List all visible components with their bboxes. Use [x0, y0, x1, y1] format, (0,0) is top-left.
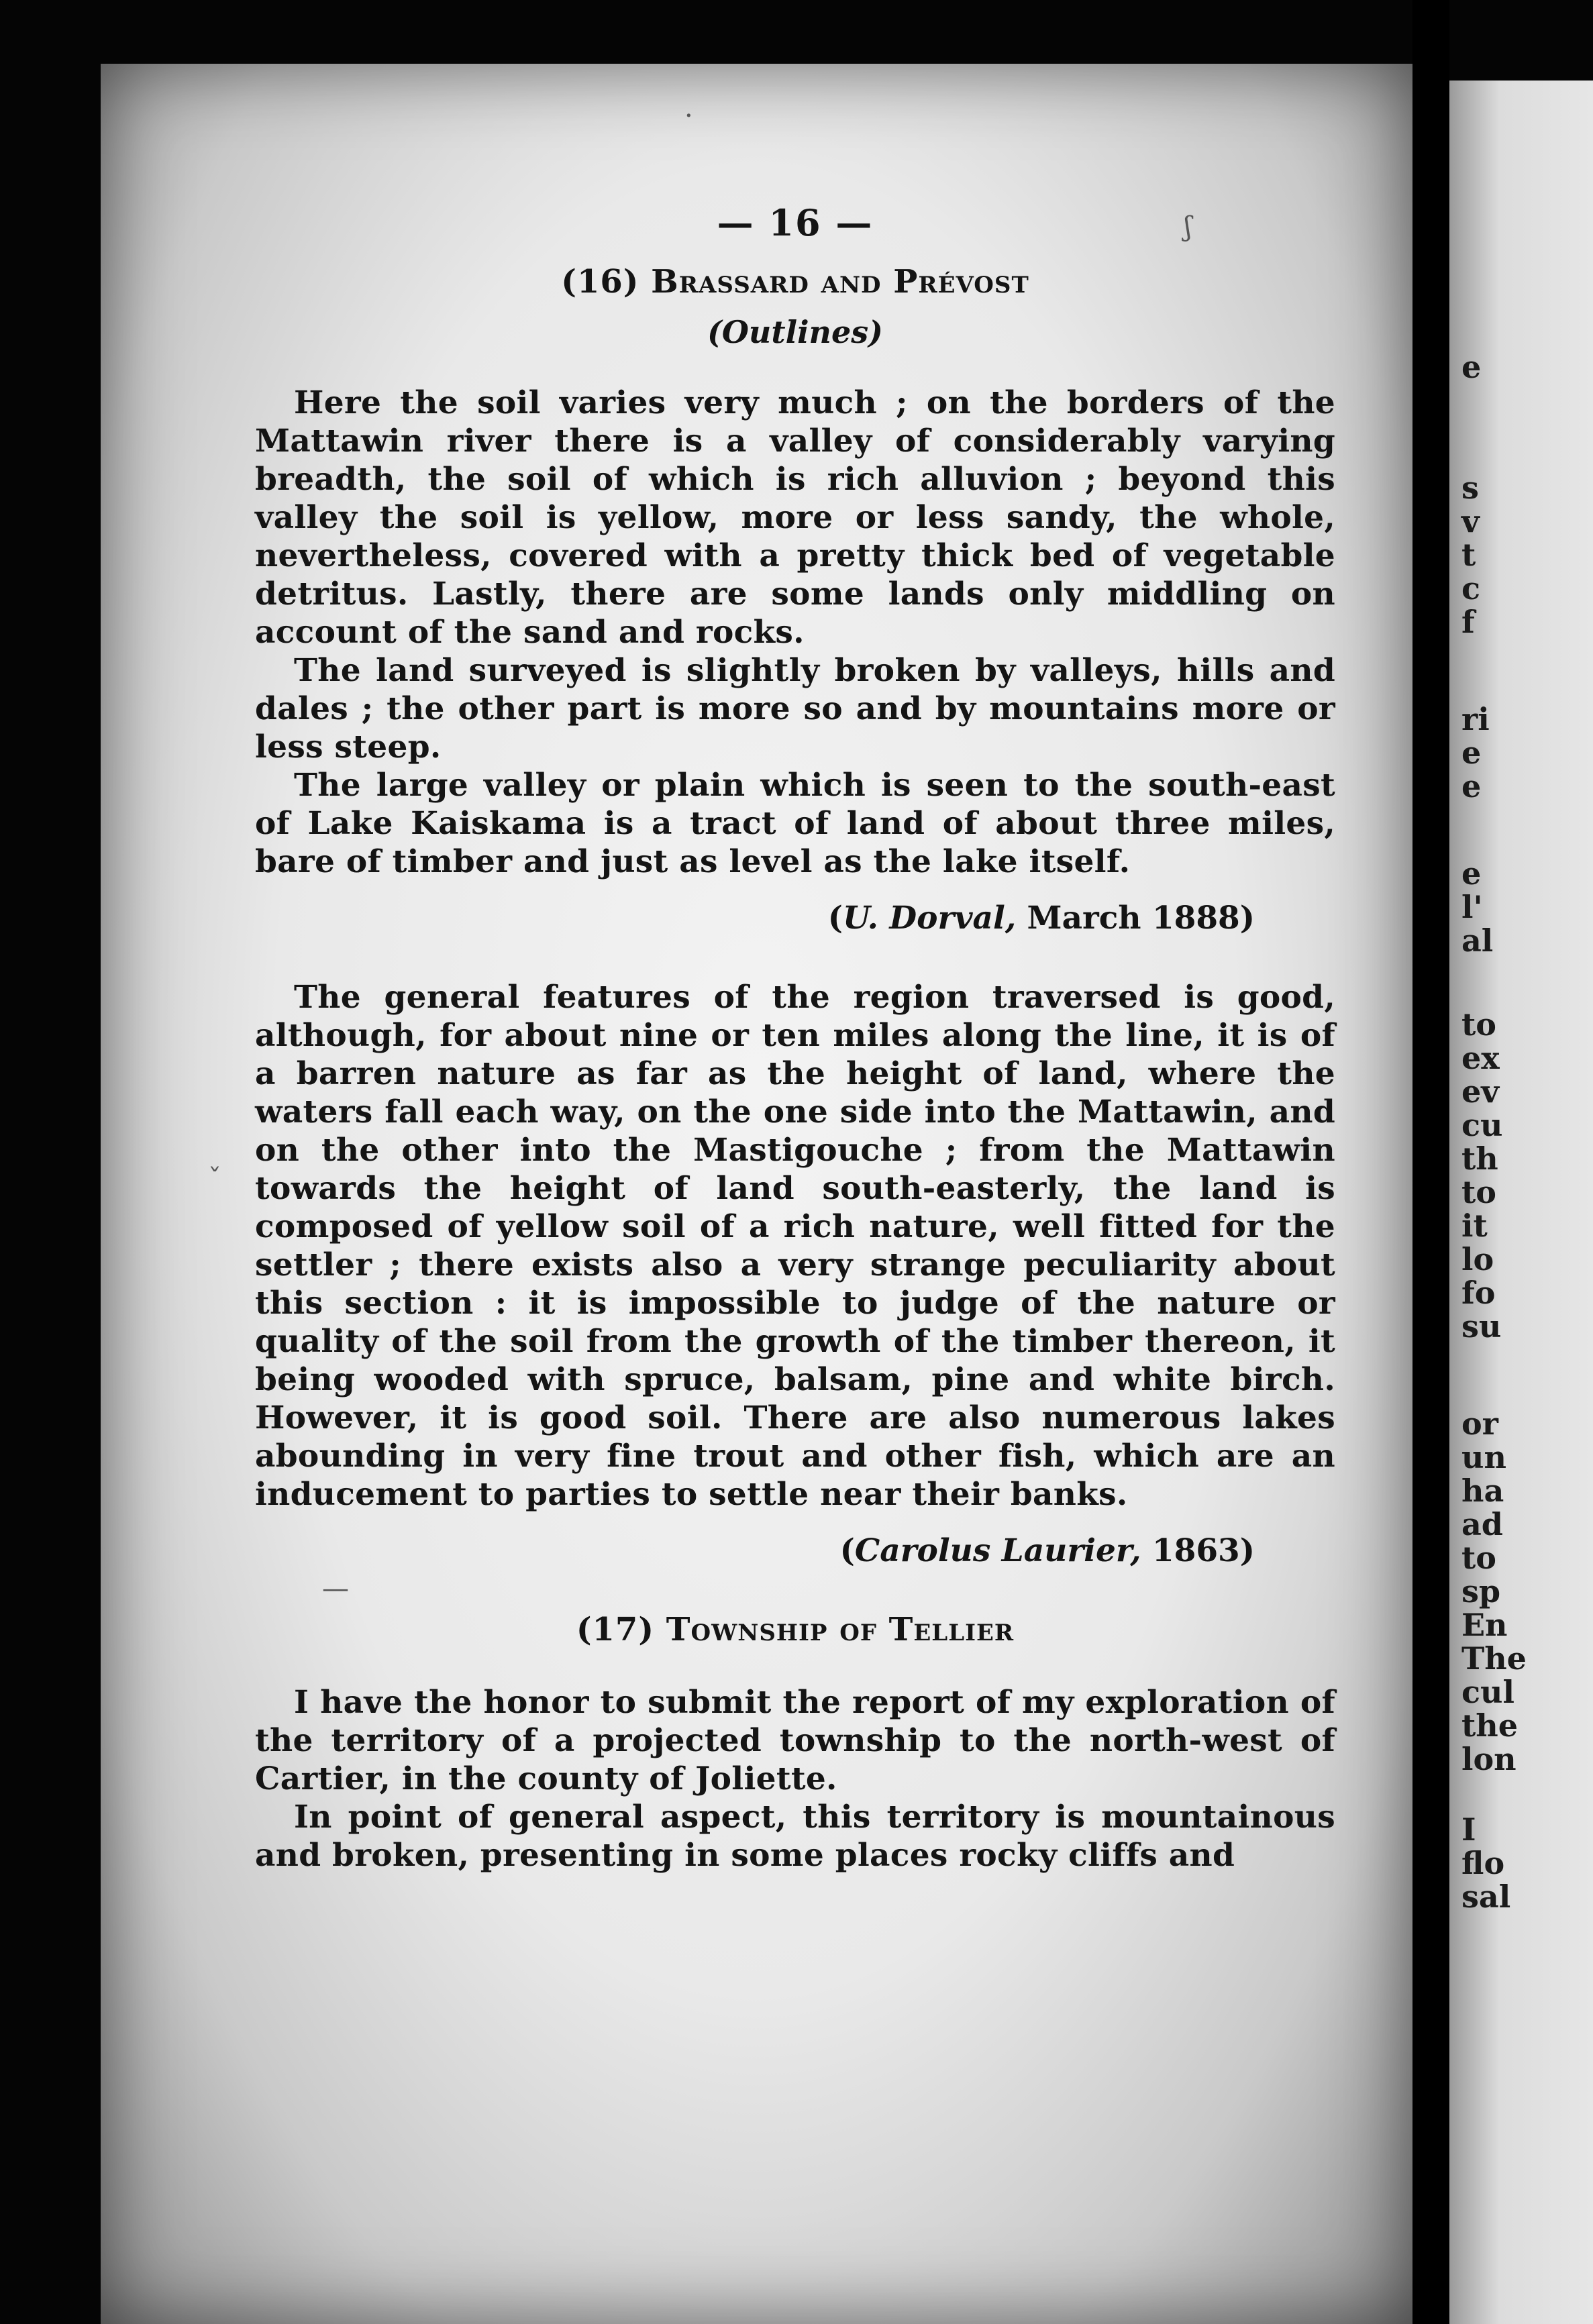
section-heading-16: (16) Brassard and Prévost [561, 263, 1029, 301]
facing-page-fragment: al [1461, 922, 1494, 959]
facing-page-fragment: th [1461, 1141, 1498, 1177]
facing-page-fragment: to [1461, 1006, 1496, 1043]
facing-page-fragment: c [1461, 570, 1481, 606]
paragraph: The large valley or plain which is seen to the south-east of Lake Kaiskama is a tract of land of about three miles, bare of timber and just as level as the lake itself. [255, 767, 1335, 880]
facing-page-fragment: un [1461, 1439, 1506, 1475]
facing-page-fragment: flo [1461, 1845, 1505, 1881]
facing-page-fragment: ad [1461, 1506, 1503, 1542]
facing-page-fragment: e [1461, 768, 1482, 804]
facing-page-fragment: cu [1461, 1107, 1503, 1143]
stray-mark: · [684, 101, 693, 131]
signature-date: March 1888) [1016, 900, 1255, 937]
paragraph: The general features of the region traversed is good, although, for about nine or ten miles along the line, it is of a barren nature as far as the height of land, where the waters fall each way, on the one side into the Mattawin, and on the other into the Mastigouche ; from the Mattawin towards the height of land south-easterly, the land is composed of yellow soil of a rich nature, well fitted for the settler ; there exists also a very strange peculiarity about this section : it is impossible to judge of the nature or quality of the soil from the growth of the timber thereon, it being wooded with spruce, balsam, pine and white birch. However, it is good soil. There are also numerous lakes abounding in very fine trout and other fish, which are an inducement to parties to settle near their banks. [255, 979, 1335, 1513]
stray-mark: ʃ [1184, 211, 1192, 242]
page-gutter [1412, 0, 1449, 2324]
signature-dorval: (U. Dorval, March 1888) [827, 900, 1255, 937]
facing-page-fragment: it [1461, 1208, 1488, 1244]
facing-page-fragment: e [1461, 735, 1482, 771]
paragraph: I have the honor to submit the report of my exploration of the territory of a projected township to the north-west of Cartier, in the county of Joliette. [255, 1684, 1335, 1797]
facing-page-fragment: or [1461, 1406, 1498, 1442]
facing-page-fragment: sp [1461, 1573, 1501, 1609]
facing-page-fragment: to [1461, 1540, 1496, 1576]
facing-page-fragment: su [1461, 1308, 1502, 1344]
paragraph: The land surveyed is slightly broken by valleys, hills and dales ; the other part is more so and by mountains more or less steep. [255, 652, 1335, 765]
section-subheading-outlines: (Outlines) [707, 314, 883, 350]
facing-page-fragment: ex [1461, 1040, 1500, 1076]
facing-page-fragment: to [1461, 1174, 1496, 1210]
facing-page-fragment: f [1461, 604, 1475, 640]
facing-page-fragment: ev [1461, 1073, 1499, 1110]
signature-name: Carolus Laurier, [854, 1532, 1141, 1569]
paragraph: Here the soil varies very much ; on the borders of the Mattawin river there is a valley of considerably varying breadth, the soil of which is rich alluvion ; beyond this valley the soil is yellow, more or less sandy, the whole, nevertheless, covered with a pretty thick bed of vegetable detritus. Lastly, there are some lands only middling on account of the sand and rocks. [255, 384, 1335, 651]
facing-page-fragment: The [1461, 1640, 1527, 1677]
facing-page-fragment: e [1461, 349, 1482, 385]
facing-page-fragment: e [1461, 855, 1482, 892]
facing-page-fragment: v [1461, 503, 1480, 539]
facing-page-fragment: ha [1461, 1473, 1504, 1509]
facing-page-fragment: sal [1461, 1879, 1511, 1915]
section-heading-17: (17) Township of Tellier [576, 1611, 1015, 1648]
facing-page-fragment: I [1461, 1811, 1476, 1848]
facing-page-fragment: cul [1461, 1674, 1514, 1710]
facing-page-fragment: the [1461, 1707, 1518, 1744]
facing-page-fragment: l' [1461, 889, 1483, 925]
stray-mark: ˇ [208, 1164, 221, 1195]
signature-date: 1863) [1141, 1532, 1255, 1569]
stray-mark: — [322, 1573, 349, 1604]
page-number: — 16 — [717, 201, 874, 244]
facing-page-fragment: lo [1461, 1241, 1494, 1277]
facing-page-edge [1449, 81, 1593, 2324]
subheading-text: Outlines [721, 314, 869, 350]
facing-page-fragment: t [1461, 537, 1476, 573]
facing-page-fragment: ri [1461, 701, 1490, 737]
paragraph: In point of general aspect, this territory is mountainous and broken, presenting in some places rocky cliffs and [255, 1799, 1335, 1874]
page-text-block [255, 201, 1335, 1874]
facing-page-fragment: lon [1461, 1741, 1517, 1777]
facing-page-fragment: s [1461, 470, 1479, 506]
signature-laurier: (Carolus Laurier, 1863) [839, 1532, 1255, 1569]
facing-page-fragment: fo [1461, 1275, 1496, 1311]
signature-name: U. Dorval, [842, 900, 1017, 937]
facing-page-fragment: En [1461, 1607, 1508, 1643]
